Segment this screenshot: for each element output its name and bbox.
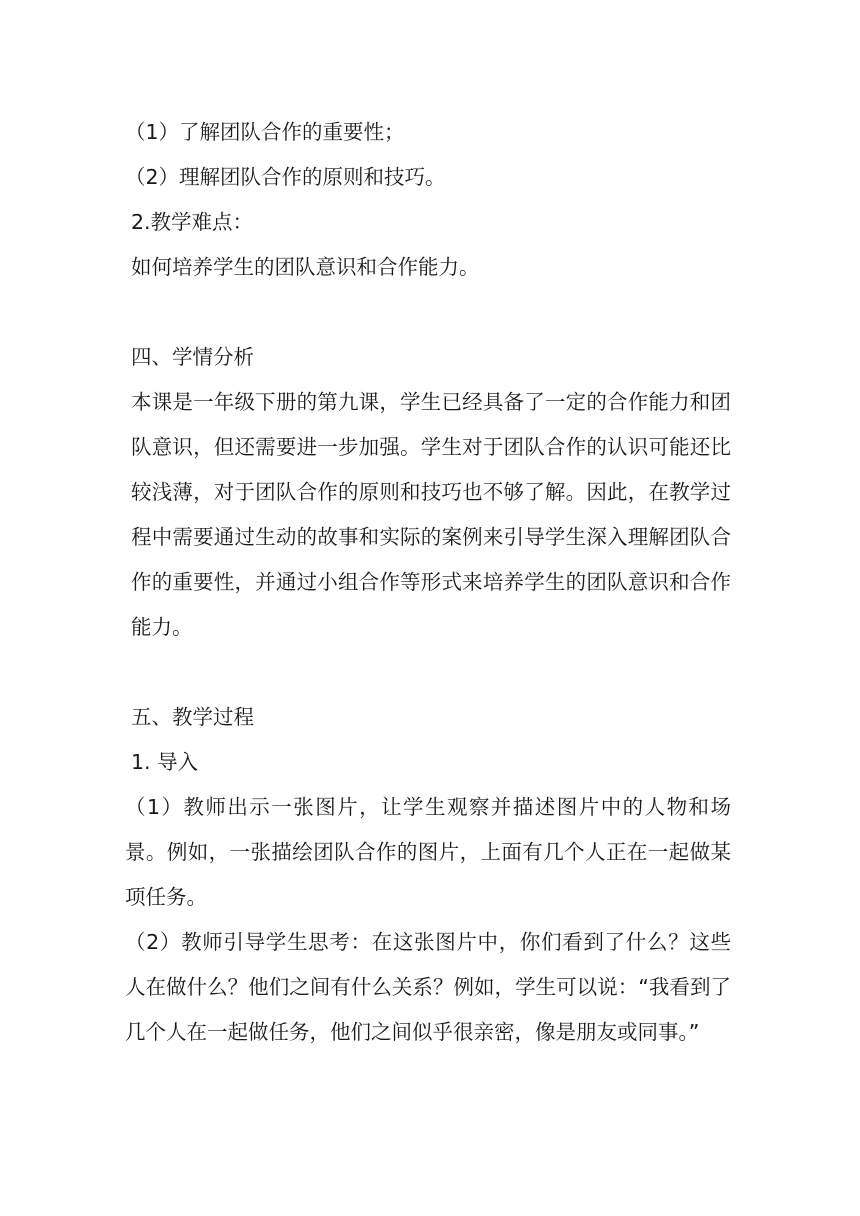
step-1-item-2: （2）教师引导学生思考：在这张图片中，你们看到了什么？这些人在做什么？他们之间有什么关系？例如，学生可以说：“我看到了几个人在一起做任务，他们之间似乎很亲密，像是朋友或同事。” (125, 930, 731, 1044)
section-4-heading: 四、学情分析 (131, 345, 254, 369)
step-1-heading: 1. 导入 (131, 750, 199, 774)
difficulty-heading: 2.教学难点： (131, 210, 254, 234)
blank-line (131, 650, 731, 695)
document-body (125, 110, 731, 1055)
focus-item-2: （2）理解团队合作的原则和技巧。 (125, 165, 446, 189)
blank-line (131, 290, 731, 335)
focus-item-1: （1）了解团队合作的重要性； (125, 120, 405, 144)
section-5-heading: 五、教学过程 (131, 705, 254, 729)
step-1-item-1: （1）教师出示一张图片，让学生观察并描述图片中的人物和场景。例如，一张描绘团队合作的图片，上面有几个人正在一起做某项任务。 (125, 795, 731, 909)
section-4-paragraph: 本课是一年级下册的第九课，学生已经具备了一定的合作能力和团队意识，但还需要进一步加强。学生对于团队合作的认识可能还比较浅薄，对于团队合作的原则和技巧也不够了解。因此，在教学过程中需要通过生动的故事和实际的案例来引导学生深入理解团队合作的重要性，并通过小组合作等形式来培养学生的团队意识和合作能力。 (131, 390, 731, 639)
difficulty-text: 如何培养学生的团队意识和合作能力。 (131, 255, 480, 279)
